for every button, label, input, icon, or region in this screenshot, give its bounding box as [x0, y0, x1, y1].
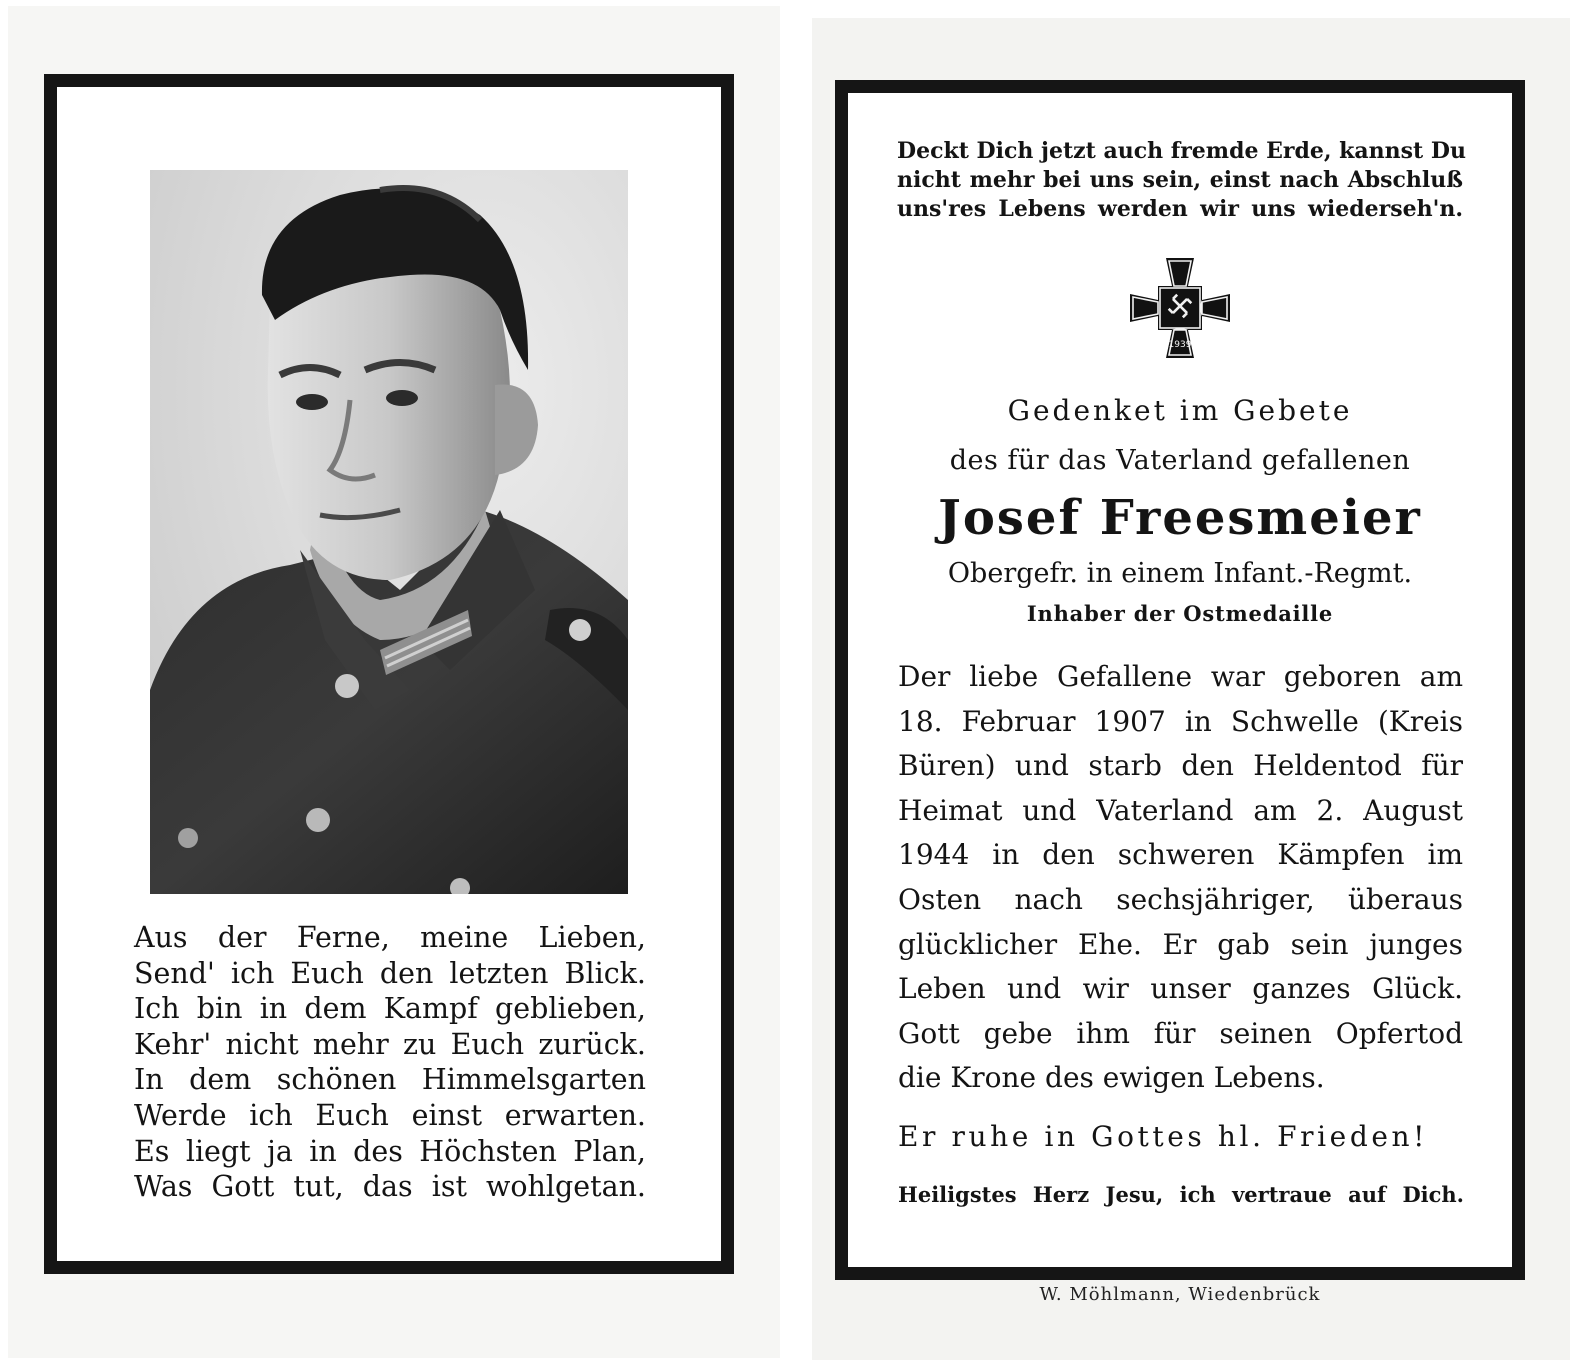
poem-line: Kehr' nicht mehr zu Euch zurück. — [134, 1027, 646, 1061]
soldier-portrait-photo — [150, 170, 628, 894]
bio-line: glücklicher Ehe. Er gab sein junges — [898, 927, 1463, 961]
bio-line: Der liebe Gefallene war geboren am — [898, 660, 1463, 693]
printer-imprint: W. Möhlmann, Wiedenbrück — [1039, 1284, 1321, 1305]
cross-year-label: 1939 — [1168, 340, 1192, 350]
opening-verse — [897, 137, 1466, 224]
verse-line: uns'res Lebens werden wir uns wiederseh'n. — [897, 196, 1463, 222]
verse-line: Deckt Dich jetzt auch fremde Erde, kannst Du — [897, 138, 1466, 164]
bio-line: 18. Februar 1907 in Schwelle (Kreis — [898, 704, 1463, 738]
bio-line: Büren) und starb den Heldentod für — [898, 749, 1463, 783]
poem-line: Aus der Ferne, meine Lieben, — [134, 921, 646, 954]
bio-line: Leben und wir unser ganzes Glück. — [898, 972, 1463, 1006]
heading-fallen: des für das Vaterland gefallenen — [949, 445, 1411, 476]
rest-in-peace-line: Er ruhe in Gottes hl. Frieden! — [898, 1120, 1429, 1153]
poem-line: In dem schönen Himmelsgarten — [134, 1063, 646, 1097]
bio-line: Gott gebe ihm für seinen Opfertod — [898, 1016, 1463, 1050]
award-line: Inhaber der Ostmedaille — [1026, 601, 1334, 626]
bio-line: Osten nach sechsjähriger, überaus — [898, 882, 1463, 916]
poem-line: Ich bin in dem Kampf geblieben, — [134, 992, 646, 1026]
iron-cross-icon — [1128, 256, 1232, 360]
military-rank: Obergefr. in einem Infant.-Regmt. — [947, 558, 1413, 589]
poem-line: Es liegt ja in des Höchsten Plan, — [134, 1134, 646, 1168]
bio-line: Heimat und Vaterland am 2. August — [898, 793, 1463, 827]
memorial-poem — [134, 920, 646, 1205]
poem-line: Was Gott tut, das ist wohlgetan. — [134, 1170, 646, 1204]
portrait-illustration — [150, 170, 628, 894]
poem-line: Werde ich Euch einst erwarten. — [134, 1098, 646, 1132]
bio-line: die Krone des ewigen Lebens. — [898, 1061, 1325, 1095]
heading-gedenket: Gedenket im Gebete — [1007, 394, 1353, 427]
deceased-name: Josef Freesmeier — [938, 490, 1422, 546]
verse-line: nicht mehr bei uns sein, einst nach Abschluß — [897, 167, 1463, 193]
prayer-line: Heiligstes Herz Jesu, ich vertraue auf Dich. — [898, 1182, 1464, 1207]
bio-line: 1944 in den schweren Kämpfen im — [898, 838, 1463, 872]
poem-line: Send' ich Euch den letzten Blick. — [134, 956, 646, 990]
biography-text — [898, 655, 1463, 1101]
